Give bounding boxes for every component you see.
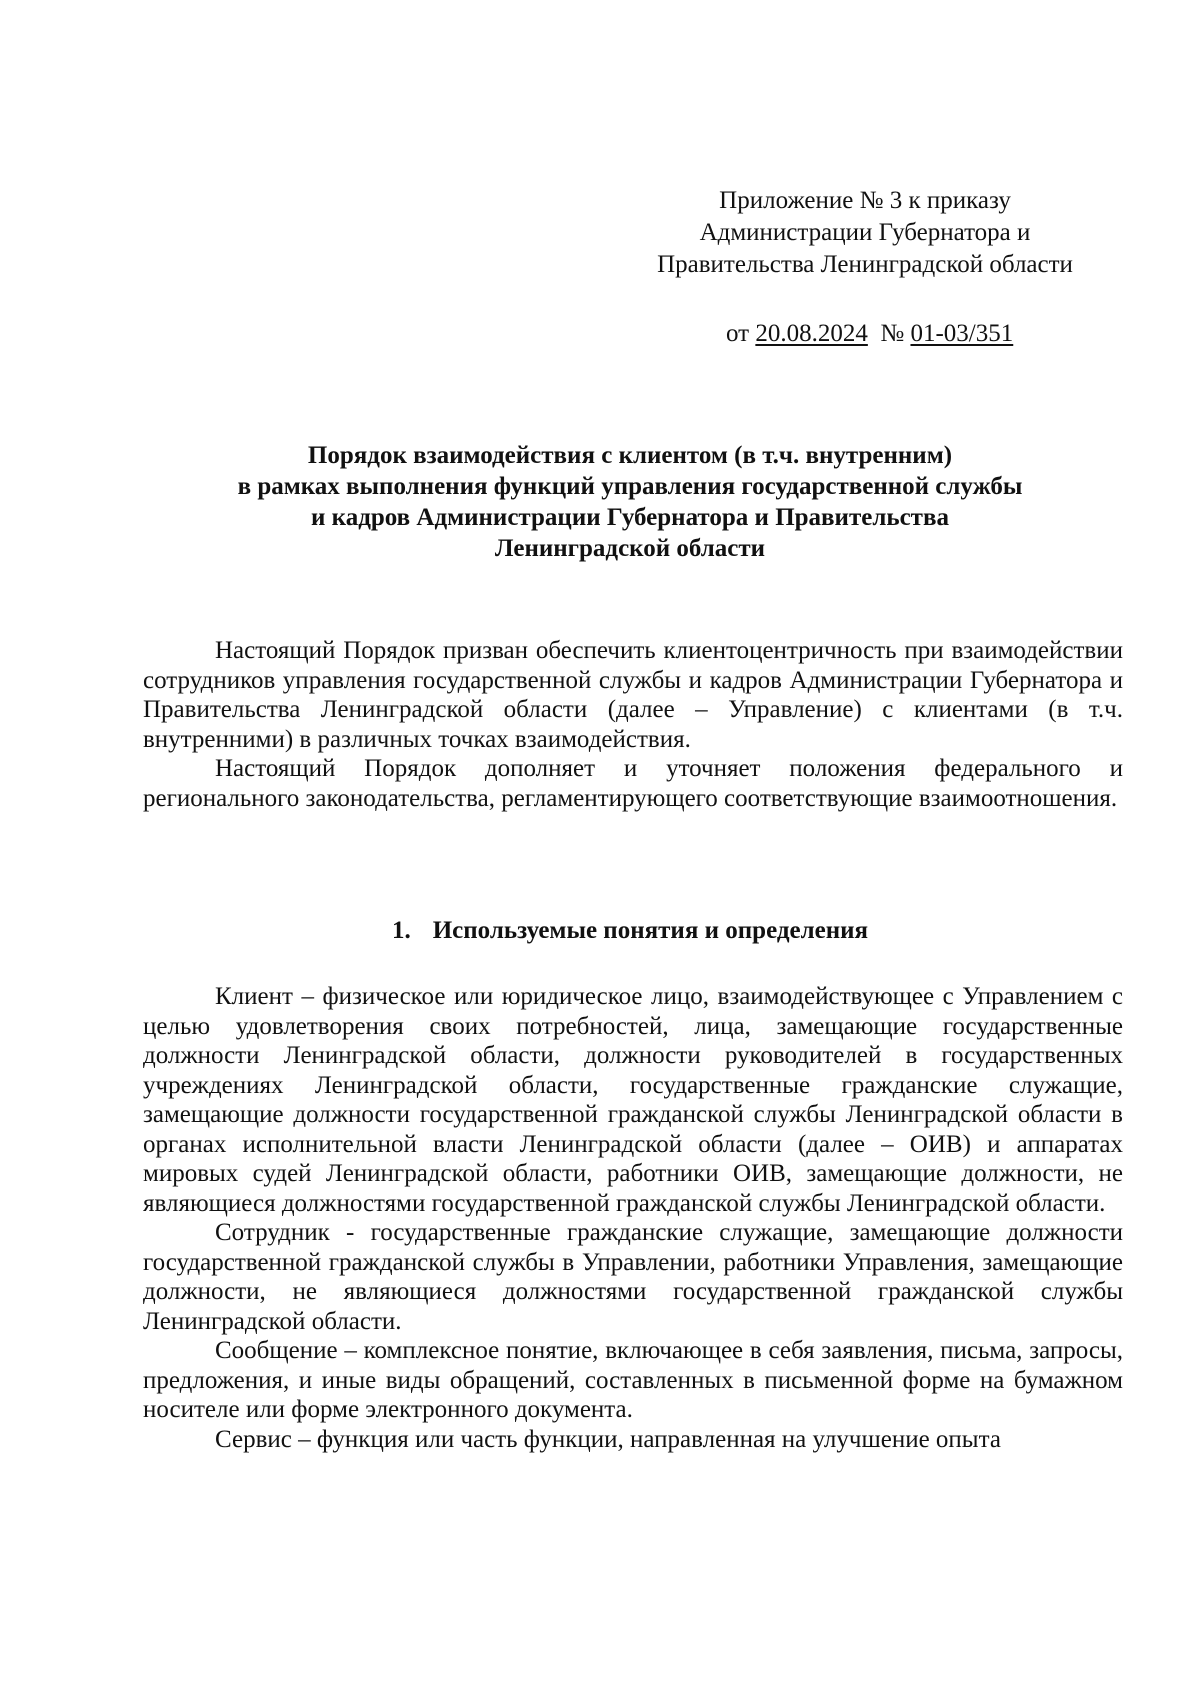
order-number: 01-03/351 [910,320,1014,347]
definition-service: Сервис – функция или часть функции, направленная на улучшение опыта [215,1425,1001,1453]
appendix-line-2: Администрации Губернатора и [699,219,1031,246]
section-heading [140,915,1120,946]
title-line-2: в рамках выполнения функций управления государственной службы [237,473,1023,500]
appendix-line-3: Правительства Ленинградской области [657,251,1073,278]
title-line-1: Порядок взаимодействия с клиентом (в т.ч. внутренним) [307,442,953,469]
intro-paragraph: Настоящий Порядок призван обеспечить клиентоцентричность при взаимодействии сотрудников управления государственной службы и кадров Администрации Губернатора и Правительства Ленинградской области (далее – Управление) с клиентами (в т.ч. внутренними) в различных точках взаимодействия. [143,637,1123,753]
appendix-header [640,185,1090,281]
appendix-line-1: Приложение № 3 к приказу [719,187,1011,214]
intro-paragraph: Настоящий Порядок дополняет и уточняет положения федерального и регионального законодательства, регламентирующего соответствующие взаимоотношения. [143,755,1123,812]
document-title [140,440,1120,564]
order-date: 20.08.2024 [755,320,868,347]
date-prefix: от [726,320,750,347]
section-title: Используемые понятия и определения [432,917,869,944]
definition-client: Клиент – физическое или юридическое лицо, взаимодействующее с Управлением с целью удовлетворения своих потребностей, лица, замещающие государственные должности Ленинградской области, должности руководителей в государственных учреждениях Ленинградской области, государственные гражданские служащие, замещающие должности государственной гражданской службы Ленинградской области в органах исполнительной власти Ленинградской области (далее – ОИВ) и аппаратах мировых судей Ленинградской области, работники ОИВ, замещающие должности, не являющиеся должностями государственной гражданской службы Ленинградской области. [143,983,1123,1217]
definition-employee: Сотрудник - государственные гражданские служащие, замещающие должности государственной гражданской службы в Управлении, работники Управления, замещающие должности, не являющиеся должностями государственной гражданской службы Ленинградской области. [143,1219,1123,1335]
definition-message: Сообщение – комплексное понятие, включающее в себя заявления, письма, запросы, предложения, и иные виды обращений, составленных в письменной форме на бумажном носителе или форме электронного документа. [143,1337,1123,1423]
number-prefix: № [880,320,905,347]
order-date-number [726,318,1013,350]
section-number: 1. [391,917,411,944]
title-line-3: и кадров Администрации Губернатора и Правительства [311,504,949,531]
definitions-section [143,982,1123,1454]
title-line-4: Ленинградской области [494,535,766,562]
intro-section [143,636,1123,813]
